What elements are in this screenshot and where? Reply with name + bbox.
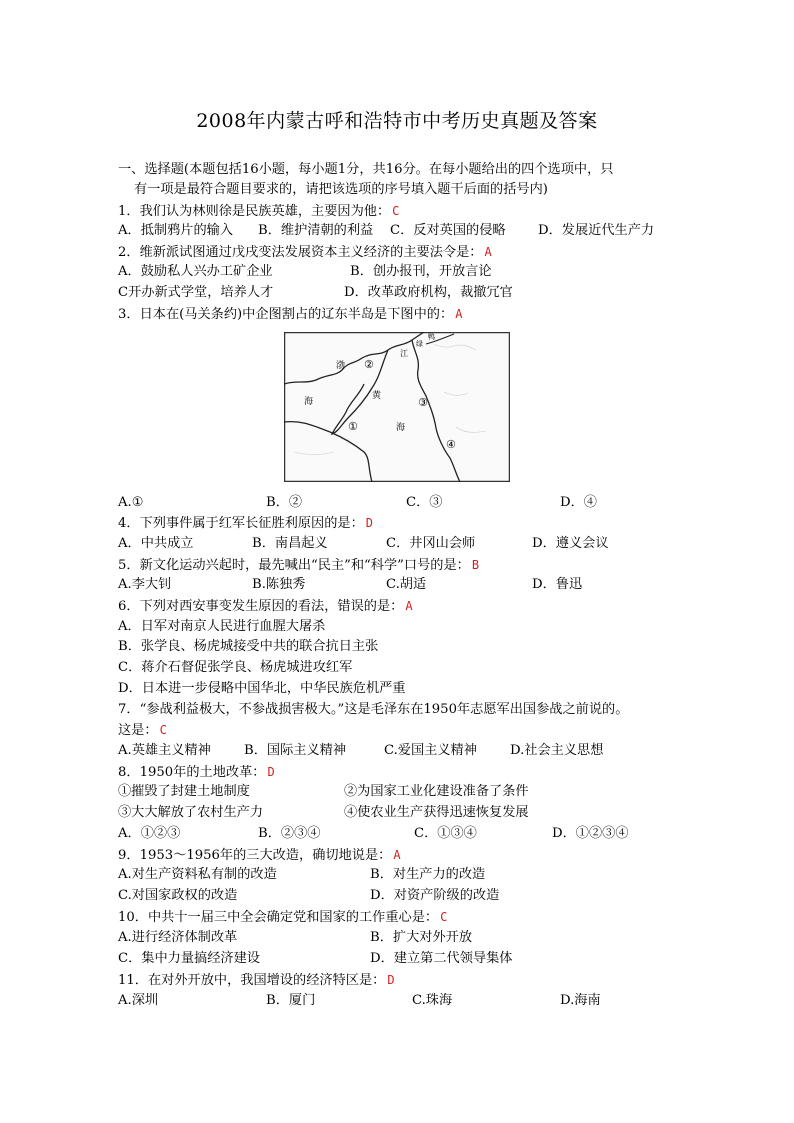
section-heading-line2: 有一项是最符合题目要求的，请把该选项的序号填入题干后面的括号内)	[134, 182, 548, 197]
question-stem: 8．1950年的土地改革：	[118, 765, 266, 780]
option-a: A．中共成立	[118, 536, 194, 551]
option-b: B．国际主义精神	[244, 743, 347, 758]
question-3	[118, 305, 462, 324]
question-stem: 5．新文化运动兴起时，最先喊出“民主”和“科学”口号的是：	[118, 558, 470, 573]
option-b: B．②	[266, 495, 303, 510]
option-a: A.进行经济体制改革	[118, 930, 238, 945]
option-b: B．创办报刊，开放言论	[350, 264, 492, 279]
map-marker-4: ④	[446, 438, 456, 451]
map-label: 海	[396, 423, 406, 433]
question-11	[118, 971, 395, 990]
option-d: D．遵义会议	[532, 536, 609, 551]
section-heading-line1: 一、选择题(本题包括16小题，每小题1分，共16分。在每小题给出的四个选项中，只	[118, 162, 614, 177]
question-stem: 4．下列事件属于红军长征胜利原因的是：	[118, 516, 364, 531]
option-b: B.陈独秀	[252, 577, 306, 592]
option-a: A.英雄主义精神	[118, 743, 211, 758]
answer-mark: D	[387, 973, 395, 987]
option-b: B．南昌起义	[252, 536, 328, 551]
question-2	[118, 243, 492, 262]
option-d: D．改革政府机构，裁撤冗官	[344, 285, 513, 300]
answer-mark: C	[440, 910, 448, 924]
answer-mark: B	[471, 558, 480, 572]
option-c: C．反对英国的侵略	[390, 223, 506, 238]
option-c: C．①③④	[414, 826, 477, 841]
option-d: D．发展近代生产力	[538, 223, 655, 238]
question-8	[118, 763, 275, 782]
option-b: B．厦门	[266, 993, 316, 1008]
map-label: 绿	[416, 340, 423, 348]
option-d: D．日本进一步侵略中国华北，中华民族危机严重	[118, 681, 406, 696]
page-title: 2008年内蒙古呼和浩特市中考历史真题及答案	[196, 110, 598, 132]
option-a: A.李大钊	[118, 577, 172, 592]
question-stem: 2．维新派试图通过戊戌变法发展资本主义经济的主要法令是：	[118, 245, 483, 260]
question-stem: 9．1953～1956年的三大改造，确切地说是：	[118, 848, 392, 863]
option-c: C．③	[406, 495, 443, 510]
answer-mark: D	[267, 765, 275, 779]
answer-mark: D	[365, 516, 373, 530]
option-a: A．鼓励私人兴办工矿企业	[118, 264, 273, 279]
question-9	[118, 846, 401, 865]
statement-4: ④使农业生产获得迅速恢复发展	[344, 805, 529, 820]
map-marker-3: ③	[418, 396, 428, 409]
option-a: A．日军对南京人民进行血腥大屠杀	[118, 619, 326, 634]
map-label: 黄	[372, 391, 382, 401]
option-a: A．①②③	[118, 826, 181, 841]
option-d: D．建立第二代领导集体	[370, 951, 513, 966]
option-d: D．④	[560, 495, 597, 510]
map-marker-2: ②	[364, 358, 374, 371]
map-label: 渤	[336, 361, 346, 371]
option-b: B．扩大对外开放	[370, 930, 473, 945]
answer-mark: C	[392, 204, 400, 218]
question-10	[118, 908, 447, 927]
statement-2: ②为国家工业化建设准备了条件	[344, 784, 529, 799]
map-label: 海	[304, 397, 314, 407]
option-b: B．维护清朝的利益	[258, 223, 374, 238]
option-b: B．②③④	[258, 826, 321, 841]
question-7-line2	[118, 721, 167, 740]
question-5	[118, 556, 479, 575]
question-4	[118, 514, 373, 533]
option-a: A.①	[118, 495, 144, 510]
answer-mark: A	[393, 848, 401, 862]
question-stem: 6．下列对西安事变发生原因的看法，错误的是：	[118, 599, 404, 614]
answer-mark: A	[405, 599, 413, 613]
map-label: 江	[400, 349, 408, 358]
option-b: B．张学良、杨虎城接受中共的联合抗日主张	[118, 639, 379, 654]
question-1	[118, 202, 399, 221]
answer-mark: A	[455, 307, 463, 321]
question-stem: 3．日本在(马关条约)中企图割占的辽东半岛是下图中的：	[118, 307, 454, 322]
option-c: C．蒋介石督促张学良、杨虎城进攻红军	[118, 660, 353, 675]
statement-3: ③大大解放了农村生产力	[118, 805, 264, 820]
option-d: D．对资产阶级的改造	[370, 888, 500, 903]
question-7: 7．“参战利益极大，不参战损害极大。”这是毛泽东在1950年志愿军出国参战之前说的。	[118, 702, 629, 717]
option-d: D.海南	[560, 993, 601, 1008]
option-c: C开办新式学堂，培养人才	[118, 285, 274, 300]
answer-mark: C	[159, 723, 167, 737]
option-c: C.爱国主义精神	[384, 743, 477, 758]
question-stem: 1．我们认为林则徐是民族英雄，主要因为他：	[118, 204, 391, 219]
option-d: D．鲁迅	[532, 577, 583, 592]
option-c: C.胡适	[386, 577, 427, 592]
option-b: B．对生产力的改造	[370, 867, 486, 882]
option-d: D．①②③④	[552, 826, 629, 841]
question-stem: 10．中共十一届三中全会确定党和国家的工作重心是：	[118, 910, 439, 925]
option-d: D.社会主义思想	[510, 743, 604, 758]
answer-mark: A	[484, 245, 492, 259]
option-c: C.对国家政权的改造	[118, 888, 238, 903]
question-stem-cont: 这是：	[118, 723, 158, 738]
option-a: A.深圳	[118, 993, 159, 1008]
option-a: A.对生产资料私有制的改造	[118, 867, 277, 882]
statement-1: ①摧毁了封建土地制度	[118, 784, 250, 799]
liaodong-peninsula-map	[284, 332, 510, 482]
map-marker-1: ①	[348, 420, 358, 433]
question-6	[118, 597, 413, 616]
option-a: A．抵制鸦片的输入	[118, 223, 234, 238]
option-c: C.珠海	[412, 993, 453, 1008]
question-stem: 11．在对外开放中，我国增设的经济特区是：	[118, 973, 386, 988]
option-c: C．集中力量搞经济建设	[118, 951, 260, 966]
option-c: C．井冈山会师	[386, 536, 476, 551]
map-label: 鸭	[428, 333, 435, 341]
